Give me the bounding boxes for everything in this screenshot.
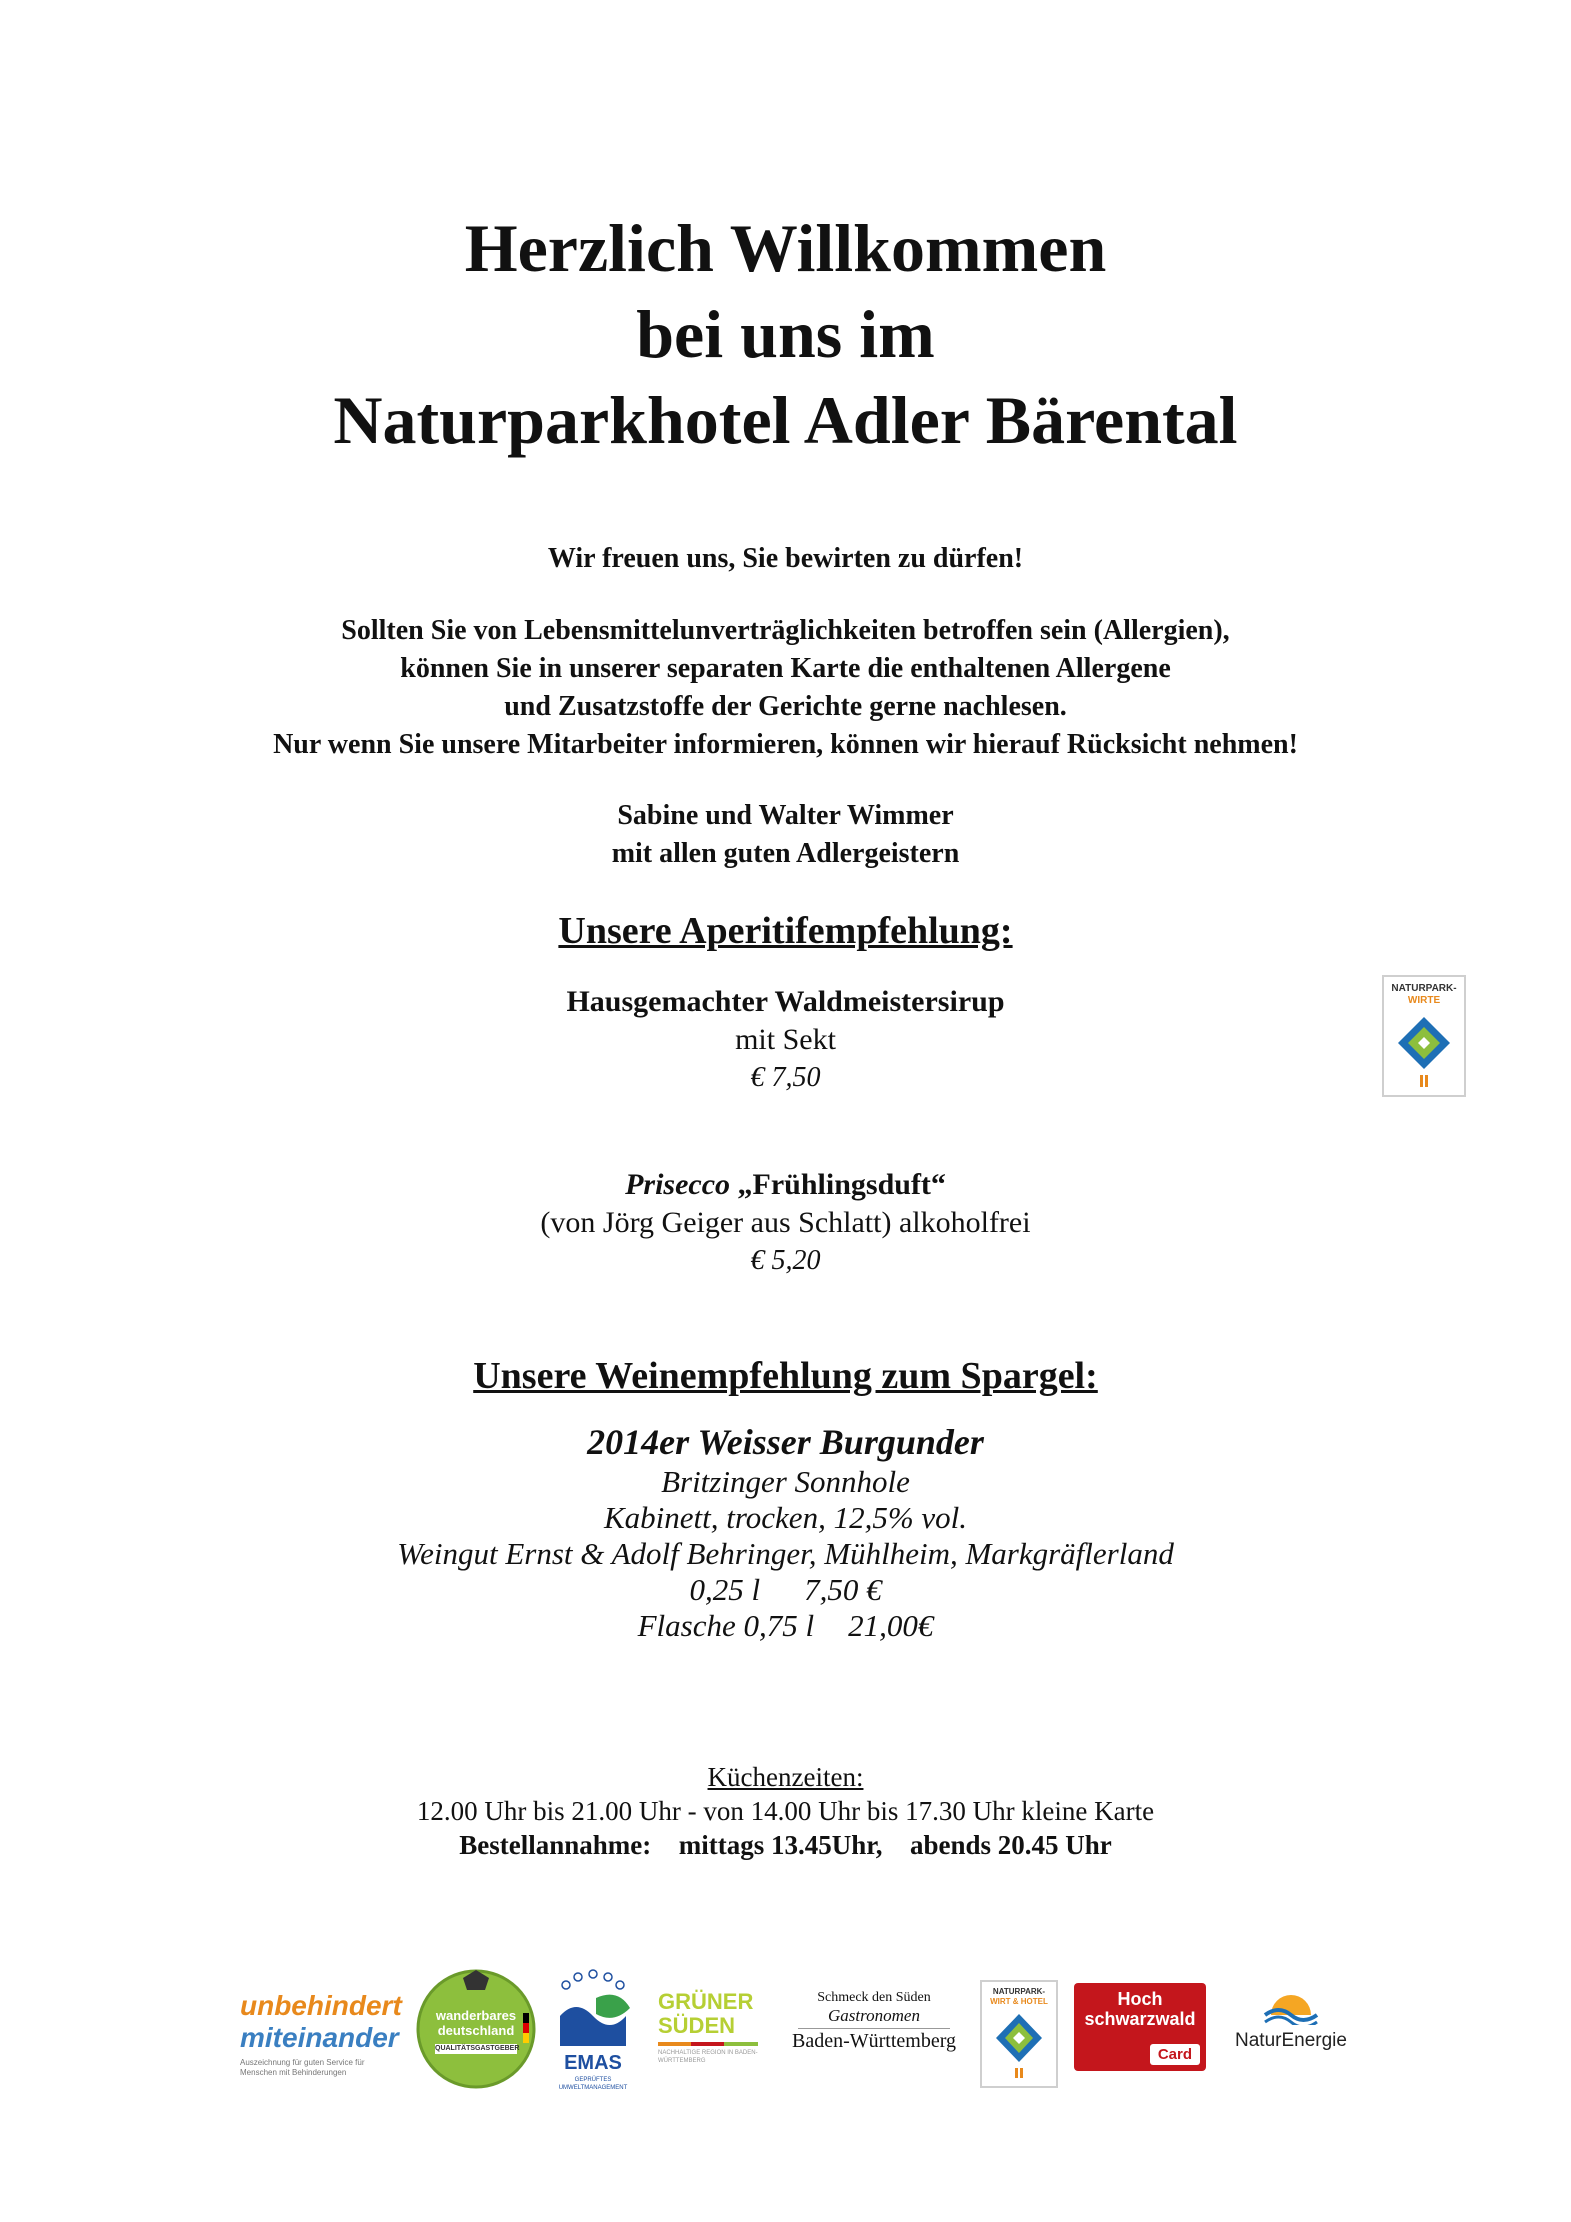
wine-price-row: [0, 1608, 1571, 1644]
schmeck-logo: [784, 1990, 964, 2070]
wine-price-row: [0, 1572, 1571, 1608]
naturpark-wirte-logo: [1382, 975, 1466, 1097]
hosts-line-2: mit allen guten Adlergeistern: [611, 838, 960, 869]
naturpark-bottom-line-1: NATURPARK-: [992, 1987, 1046, 1996]
wine-size: Flasche 0,75 l: [637, 1608, 815, 1643]
wine-producer: Weingut Ernst & Adolf Behringer, Mühlheim, Markgräflerland: [397, 1536, 1174, 1571]
aperitif-item: [0, 1166, 1571, 1280]
hosts-line-1: Sabine und Walter Wimmer: [617, 800, 954, 831]
kitchen-hours: [0, 1760, 1571, 1862]
orders-noon: mittags 13.45Uhr,: [678, 1830, 883, 1860]
aperitif-item-name-italic: Prisecco: [625, 1168, 731, 1201]
emas-logo: [548, 1968, 638, 2098]
wine-recommendation: [0, 1420, 1571, 1644]
emas-sub: GEPRÜFTES UMWELTMANAGEMENT: [558, 2077, 628, 2091]
gruener-stripe: [658, 2042, 758, 2046]
aperitif-item-name: Hausgemachter Waldmeistersirup: [566, 985, 1005, 1018]
gruener-line-2: SÜDEN: [658, 2013, 736, 2038]
hosts-signature: [0, 797, 1571, 873]
aperitif-item-desc: (von Jörg Geiger aus Schlatt) alkoholfrei: [540, 1206, 1031, 1239]
naturenergie-wave-icon: [1261, 1995, 1321, 2025]
aperitif-item: [0, 983, 1571, 1097]
wine-specs: Kabinett, trocken, 12,5% vol.: [603, 1500, 968, 1535]
gruener-sueden-logo: [658, 1990, 768, 2080]
aperitif-item-name: [0, 1166, 1571, 1204]
title-line-2: bei uns im: [636, 296, 935, 372]
aperitif-item-desc: mit Sekt: [735, 1023, 836, 1056]
emas-stars-icon: [548, 1968, 638, 2052]
naturpark-line-1: NATURPARK-: [1391, 983, 1457, 994]
wine-vineyard: Britzinger Sonnhole: [661, 1464, 910, 1499]
wine-size: 0,25 l: [689, 1572, 761, 1607]
hochschwarzwald-card-label: Card: [1150, 2044, 1200, 2065]
page-title: [0, 205, 1571, 463]
naturpark-diamond-icon: [1384, 1009, 1464, 1089]
naturenergie-label: NaturEnergie: [1235, 2030, 1347, 2051]
naturpark-line-2: WIRTE: [1407, 995, 1441, 1006]
allergy-line: Nur wenn Sie unsere Mitarbeiter informieren, können wir hierauf Rücksicht nehmen!: [273, 729, 1298, 760]
naturpark-bottom-line-2: WIRT & HOTEL: [990, 1997, 1048, 2006]
wine-name: 2014er Weisser Burgunder: [587, 1422, 984, 1462]
hochschwarzwald-card-logo: [1074, 1983, 1206, 2071]
schmeck-line-2: Gastronomen: [828, 2006, 920, 2025]
aperitif-item-price: € 7,50: [750, 1062, 821, 1093]
unbehindert-logo: [240, 1990, 400, 2090]
gruener-caption: NACHHALTIGE REGION IN BADEN-WÜRTTEMBERG: [658, 2050, 758, 2064]
unbehindert-line-1: unbehindert: [240, 1990, 402, 2021]
emas-label: EMAS: [564, 2052, 622, 2074]
schmeck-line-3: Baden-Württemberg: [791, 2030, 956, 2052]
hochschwarzwald-line-1: Hoch: [1117, 1989, 1163, 2009]
wanderbares-logo: [415, 1968, 537, 2090]
allergy-notice: [0, 612, 1571, 764]
title-line-1: Herzlich Willkommen: [464, 210, 1107, 286]
hochschwarzwald-line-2: schwarzwald: [1084, 2009, 1196, 2029]
order-times: [0, 1828, 1571, 1862]
kitchen-heading: Küchenzeiten:: [707, 1762, 864, 1792]
orders-label: Bestellannahme:: [459, 1830, 652, 1860]
orders-evening: abends 20.45 Uhr: [909, 1830, 1112, 1860]
wine-heading: Unsere Weinempfehlung zum Spargel:: [473, 1355, 1098, 1397]
unbehindert-caption: Auszeichnung für guten Service für Menschen mit Behinderungen: [240, 2058, 365, 2077]
aperitif-item-name-rest: „Frühlingsduft“: [737, 1168, 946, 1201]
allergy-line: können Sie in unserer separaten Karte die enthaltenen Allergene: [400, 653, 1171, 684]
title-line-3: Naturparkhotel Adler Bärental: [333, 382, 1238, 458]
aperitif-item-price: € 5,20: [750, 1245, 821, 1276]
wanderbares-line-1: wanderbares: [435, 2008, 517, 2023]
unbehindert-line-2: miteinander: [240, 2022, 399, 2053]
gruener-line-1: GRÜNER: [658, 1989, 754, 2014]
naturpark-wirt-hotel-logo: [980, 1980, 1058, 2088]
wanderbares-line-2: deutschland: [437, 2023, 515, 2038]
kitchen-hours-line: 12.00 Uhr bis 21.00 Uhr - von 14.00 Uhr bis 17.30 Uhr kleine Karte: [416, 1796, 1155, 1826]
naturpark-bottom-diamond-icon: [982, 2008, 1056, 2082]
aperitif-heading: Unsere Aperitifempfehlung:: [558, 910, 1013, 952]
wine-price: 7,50 €: [804, 1572, 882, 1607]
wanderbares-badge-text: QUALITÄTSGASTGEBER: [435, 2045, 520, 2052]
naturenergie-logo: [1226, 1995, 1356, 2065]
allergy-line: Sollten Sie von Lebensmittelunverträglichkeiten betroffen sein (Allergien),: [341, 615, 1230, 646]
allergy-line: und Zusatzstoffe der Gerichte gerne nachlesen.: [504, 691, 1067, 722]
schmeck-line-1: Schmeck den Süden: [817, 1990, 931, 2005]
greeting: Wir freuen uns, Sie bewirten zu dürfen!: [547, 543, 1024, 574]
wine-price: 21,00€: [848, 1608, 934, 1643]
